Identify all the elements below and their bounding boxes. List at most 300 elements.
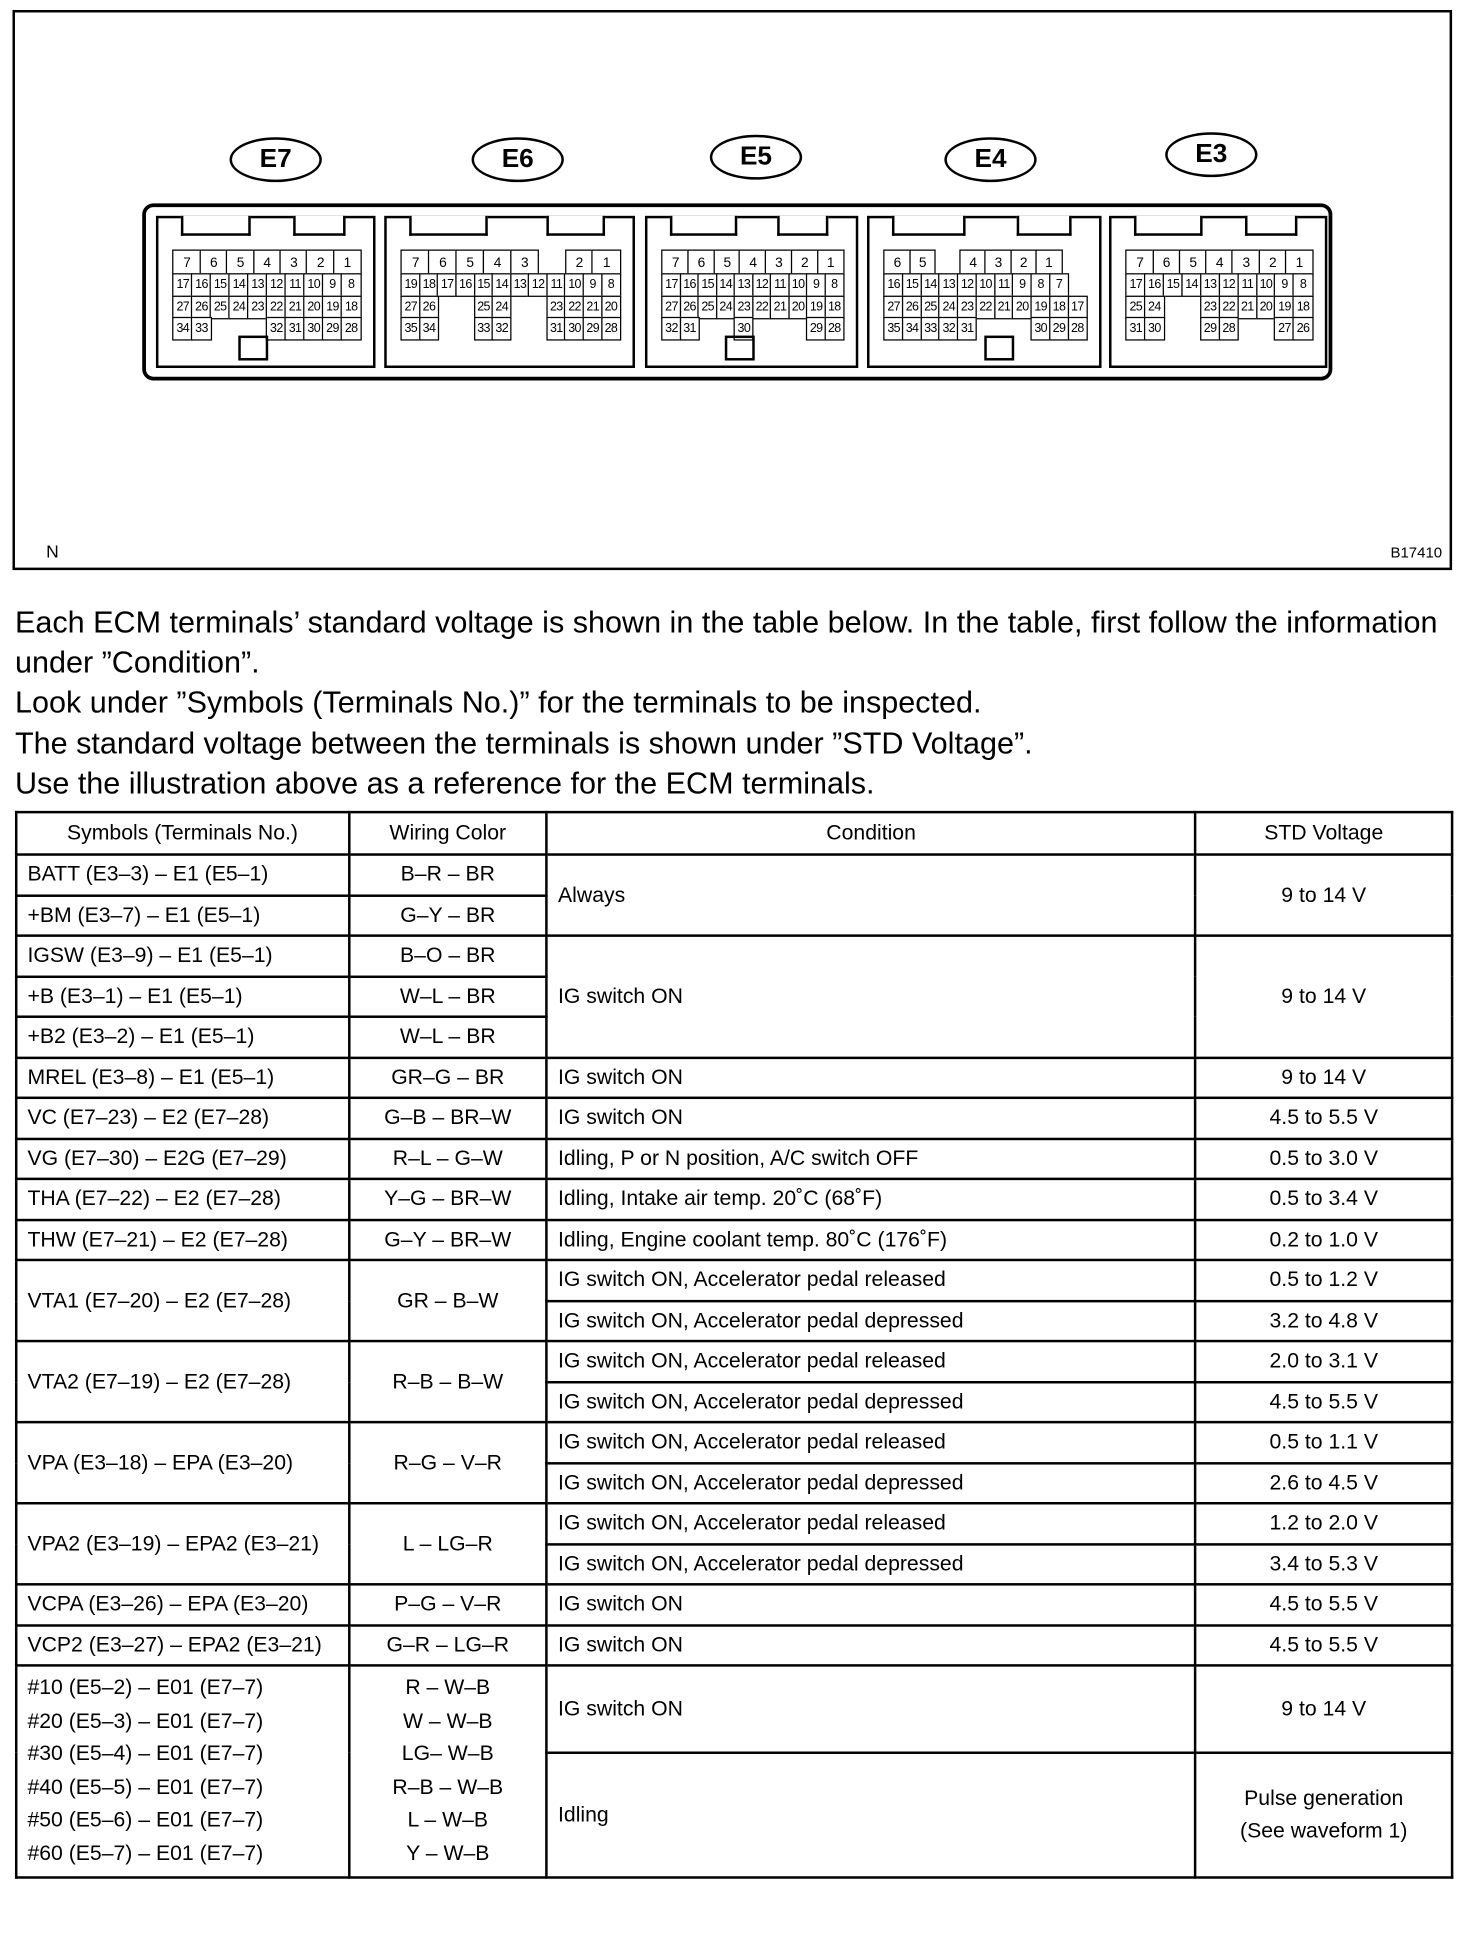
symbols-cell: VTA2 (E7–19) – E2 (E7–28): [16, 1341, 349, 1422]
terminal-pin: 12: [957, 274, 977, 298]
terminal-pin: 26: [680, 295, 700, 319]
symbol-line: #10 (E5–2) – E01 (E7–7): [27, 1675, 264, 1700]
std-voltage-cell: 9 to 14 V: [1195, 936, 1452, 1058]
terminal-pin: 28: [1218, 317, 1238, 341]
terminal-pin: 19: [1274, 295, 1294, 319]
pin-gap: [1067, 274, 1087, 298]
std-voltage-cell: 3.2 to 4.8 V: [1195, 1301, 1452, 1342]
terminal-pin: 8: [1293, 274, 1313, 298]
terminal-pin: 9: [1274, 274, 1294, 298]
terminal-pin: 3: [510, 250, 539, 276]
std-voltage-cell: 0.5 to 1.2 V: [1195, 1260, 1452, 1301]
terminal-pin: 5: [909, 250, 936, 276]
terminal-pin: 26: [191, 295, 212, 319]
terminal-pin: 12: [266, 274, 287, 298]
pin-gap: [752, 317, 772, 341]
terminal-pin: 15: [210, 274, 231, 298]
wiring-color-cell: R–L – G–W: [349, 1138, 547, 1179]
pin-gap: [537, 250, 566, 276]
terminal-pin: 14: [920, 274, 940, 298]
terminal-pin: 35: [401, 317, 421, 341]
terminal-pin: 24: [1144, 295, 1164, 319]
wiring-color-cell: Y–G – BR–W: [349, 1179, 547, 1220]
table-row: [16, 855, 1452, 896]
terminal-pin: 20: [1012, 295, 1032, 319]
symbols-cell: VG (E7–30) – E2G (E7–29): [16, 1138, 349, 1179]
pin-gap: [770, 317, 790, 341]
condition-cell: Idling, Intake air temp. 20˚C (68˚F): [547, 1179, 1196, 1220]
voltage-table: [15, 811, 1453, 1878]
pin-row: [884, 251, 1086, 275]
terminal-pin: 31: [957, 317, 977, 341]
pin-row: [402, 251, 620, 275]
terminal-pin: 22: [1218, 295, 1238, 319]
pin-gap: [210, 317, 231, 341]
voltage-note: (See waveform 1): [1240, 1818, 1408, 1842]
terminal-pin: 7: [401, 250, 430, 276]
symbols-cell: VPA (E3–18) – EPA (E3–20): [16, 1422, 349, 1503]
wiring-color-cell: [349, 1665, 547, 1877]
connector-e6: [384, 216, 635, 368]
symbol-line: #40 (E5–5) – E01 (E7–7): [27, 1774, 264, 1799]
terminal-pin: 32: [939, 317, 959, 341]
terminal-pin: 2: [1010, 250, 1037, 276]
symbols-cell: VC (E7–23) – E2 (E7–28): [16, 1098, 349, 1139]
std-voltage-cell: 3.4 to 5.3 V: [1195, 1544, 1452, 1585]
terminal-pin: 25: [210, 295, 231, 319]
terminal-pin: 29: [322, 317, 343, 341]
wiring-color-cell: B–R – BR: [349, 855, 547, 896]
std-voltage-cell: 0.5 to 3.0 V: [1195, 1138, 1452, 1179]
terminal-pin: 13: [939, 274, 959, 298]
symbol-line: #30 (E5–4) – E01 (E7–7): [27, 1741, 264, 1766]
terminal-pin: 23: [734, 295, 754, 319]
terminal-pin: 12: [528, 274, 548, 298]
pin-gap: [1181, 317, 1201, 341]
terminal-pin: 30: [1144, 317, 1164, 341]
terminal-pin: 28: [1067, 317, 1087, 341]
terminal-pin: 1: [817, 250, 845, 276]
intro-line: Look under ”Symbols (Terminals No.)” for the terminals to be inspected.: [14, 686, 982, 721]
pin-gap: [1060, 250, 1087, 276]
pin-gap: [510, 295, 530, 319]
symbols-cell: VPA2 (E3–19) – EPA2 (E3–21): [16, 1503, 349, 1584]
terminal-pin: 13: [1200, 274, 1220, 298]
terminal-pin: 19: [1031, 295, 1051, 319]
connector-latch: [777, 216, 828, 236]
pin-row: [884, 296, 1086, 318]
pin-gap: [934, 250, 961, 276]
connector-label-e3: E3: [1165, 132, 1257, 177]
terminal-pin: 30: [303, 317, 324, 341]
pin-row: [173, 251, 360, 275]
wiring-color-cell: L – LG–R: [349, 1503, 547, 1584]
terminal-pin: 6: [687, 250, 715, 276]
pin-gap: [1163, 317, 1183, 341]
pin-gap: [1012, 317, 1032, 341]
std-voltage-cell: 2.6 to 4.5 V: [1195, 1463, 1452, 1504]
terminal-pin: 27: [1274, 317, 1294, 341]
pin-gap: [455, 317, 475, 341]
terminal-pin: 31: [1126, 317, 1146, 341]
connector-e5: [645, 216, 858, 368]
terminal-pin: 15: [474, 274, 494, 298]
std-voltage-cell: 4.5 to 5.5 V: [1195, 1382, 1452, 1423]
table-row: [16, 1057, 1452, 1098]
pin-row: [402, 296, 620, 318]
terminal-pin: 7: [172, 250, 201, 276]
intro-line: Use the illustration above as a reference for the ECM terminals.: [14, 766, 875, 801]
terminal-pin: 2: [791, 250, 819, 276]
terminal-pin: 24: [492, 295, 512, 319]
terminal-pin: 29: [1049, 317, 1069, 341]
terminal-pin: 6: [199, 250, 228, 276]
terminal-pin: 9: [1012, 274, 1032, 298]
terminal-pin: 33: [474, 317, 494, 341]
symbols-cell: BATT (E3–3) – E1 (E5–1): [16, 855, 349, 896]
terminal-pin: 16: [455, 274, 475, 298]
terminal-pin: 9: [806, 274, 826, 298]
terminal-pin: 19: [401, 274, 421, 298]
terminal-pin: 25: [474, 295, 494, 319]
std-voltage-cell: [1195, 1665, 1452, 1752]
symbol-line: #60 (E5–7) – E01 (E7–7): [27, 1841, 264, 1865]
wiring-color-cell: G–Y – BR: [349, 895, 547, 936]
wiring-line: LG– W–B: [401, 1741, 494, 1766]
terminal-pin: 11: [1237, 274, 1257, 298]
condition-cell: IG switch ON, Accelerator pedal depressed: [547, 1544, 1196, 1585]
terminal-pin: 32: [266, 317, 287, 341]
intro-text: [15, 604, 1462, 805]
std-voltage-cell: [1195, 1752, 1452, 1877]
table-row: [16, 1098, 1452, 1139]
pin-gap: [698, 317, 718, 341]
condition-cell: Idling: [547, 1752, 1196, 1877]
condition-cell: Always: [547, 855, 1196, 936]
pin-row: [884, 274, 1086, 296]
terminal-pin: 11: [994, 274, 1014, 298]
table-row: [16, 936, 1452, 977]
std-voltage-cell: 4.5 to 5.5 V: [1195, 1625, 1452, 1666]
terminal-pin: 25: [920, 295, 940, 319]
terminal-pin: 2: [306, 250, 335, 276]
std-voltage-cell: 2.0 to 3.1 V: [1195, 1341, 1452, 1382]
terminal-pin: 33: [920, 317, 940, 341]
connector-latch: [181, 216, 251, 236]
terminal-pin: 28: [341, 317, 362, 341]
intro-line: Each ECM terminals’ standard voltage is shown in the table below. In the table, first follow the information: [14, 606, 1438, 640]
terminal-pin: 10: [788, 274, 808, 298]
symbols-cell: VCP2 (E3–27) – EPA2 (E3–21): [16, 1625, 349, 1666]
terminal-pin: 5: [1179, 250, 1207, 276]
wiring-line: W – W–B: [402, 1708, 493, 1733]
intro-line: The standard voltage between the terminals is shown under ”STD Voltage”.: [14, 726, 1033, 761]
terminal-pin: 18: [1049, 295, 1069, 319]
wiring-color-cell: G–R – LG–R: [349, 1625, 547, 1666]
symbols-cell: MREL (E3–8) – E1 (E5–1): [16, 1057, 349, 1098]
condition-cell: IG switch ON: [547, 936, 1196, 1058]
pin-row: [173, 274, 360, 296]
connector-label-e6: E6: [472, 137, 564, 182]
terminal-pin: 30: [1031, 317, 1051, 341]
condition-cell: IG switch ON: [547, 1665, 1196, 1752]
terminal-pin: 27: [401, 295, 421, 319]
connector-latch: [1134, 216, 1203, 236]
wiring-line: Y – W–B: [406, 1841, 490, 1865]
terminal-pin: 12: [1218, 274, 1238, 298]
table-row: [16, 1138, 1452, 1179]
terminal-pin: 23: [957, 295, 977, 319]
terminal-pin: 7: [1126, 250, 1154, 276]
corner-label: N: [46, 541, 59, 562]
connector-label-e5: E5: [710, 135, 802, 180]
connector-e4: [867, 216, 1102, 368]
pin-row: [402, 274, 620, 296]
terminal-pin: 13: [247, 274, 268, 298]
table-header: [16, 812, 1452, 854]
terminal-pin: 14: [716, 274, 736, 298]
pin-gap: [788, 317, 808, 341]
connector-latch: [1017, 216, 1072, 236]
condition-cell: IG switch ON: [547, 1625, 1196, 1666]
table-row: [16, 1422, 1452, 1463]
terminal-pin: 1: [333, 250, 362, 276]
pin-gap: [1256, 317, 1276, 341]
condition-cell: IG switch ON: [547, 1098, 1196, 1139]
terminal-pin: 1: [1035, 250, 1062, 276]
terminal-pin: 21: [994, 295, 1014, 319]
pin-gap: [437, 295, 457, 319]
terminal-pin: 34: [902, 317, 922, 341]
wiring-color-cell: P–G – V–R: [349, 1584, 547, 1625]
terminal-pin: 22: [266, 295, 287, 319]
wiring-color-cell: G–Y – BR–W: [349, 1219, 547, 1260]
std-voltage-cell: 1.2 to 2.0 V: [1195, 1503, 1452, 1544]
terminal-pin: 10: [975, 274, 995, 298]
terminal-pin: 18: [341, 295, 362, 319]
terminal-pin: 5: [455, 250, 484, 276]
terminal-pin: 3: [985, 250, 1012, 276]
terminal-pin: 32: [492, 317, 512, 341]
wiring-color-cell: W–L – BR: [349, 1017, 547, 1058]
terminal-pin: 22: [752, 295, 772, 319]
terminal-pin: 5: [226, 250, 255, 276]
voltage-line: 9 to 14 V: [1281, 1696, 1367, 1720]
wiring-color-cell: R–G – V–R: [349, 1422, 547, 1503]
terminal-pin: 7: [1049, 274, 1069, 298]
connector-latch: [409, 216, 488, 236]
pin-gap: [1237, 317, 1257, 341]
figure-code: B17410: [1390, 543, 1443, 562]
terminal-pin: 6: [428, 250, 457, 276]
table-row: [16, 1219, 1452, 1260]
connector-latch: [670, 216, 737, 236]
pin-gap: [1181, 295, 1201, 319]
terminal-pin: 8: [1031, 274, 1051, 298]
pin-gap: [437, 317, 457, 341]
std-voltage-cell: 4.5 to 5.5 V: [1195, 1584, 1452, 1625]
header-wiring: Wiring Color: [349, 812, 547, 854]
connector-e3: [1109, 216, 1327, 368]
terminal-pin: 22: [564, 295, 584, 319]
terminal-pin: 10: [303, 274, 324, 298]
condition-cell: IG switch ON, Accelerator pedal released: [547, 1422, 1196, 1463]
terminal-pin: 9: [583, 274, 603, 298]
terminal-pin: 20: [303, 295, 324, 319]
header-condition: Condition: [547, 812, 1196, 854]
terminal-pin: 27: [661, 295, 681, 319]
condition-cell: IG switch ON, Accelerator pedal depressed: [547, 1463, 1196, 1504]
pin-row: [1126, 274, 1312, 296]
connector-latch: [546, 216, 605, 236]
wiring-color-cell: GR–G – BR: [349, 1057, 547, 1098]
std-voltage-cell: 0.2 to 1.0 V: [1195, 1219, 1452, 1260]
table-row: [16, 1179, 1452, 1220]
symbols-cell: THA (E7–22) – E2 (E7–28): [16, 1179, 349, 1220]
terminal-pin: 14: [229, 274, 250, 298]
std-voltage-cell: 0.5 to 3.4 V: [1195, 1179, 1452, 1220]
terminal-pin: 1: [1285, 250, 1313, 276]
terminal-pin: 25: [698, 295, 718, 319]
terminal-pin: 10: [1256, 274, 1276, 298]
condition-cell: IG switch ON, Accelerator pedal depressed: [547, 1301, 1196, 1342]
terminal-pin: 20: [788, 295, 808, 319]
table-row: [16, 1503, 1452, 1544]
connector-key: [725, 336, 755, 361]
wiring-color-cell: B–O – BR: [349, 936, 547, 977]
wiring-line: R – W–B: [405, 1675, 491, 1700]
table-row: [16, 1625, 1452, 1666]
terminal-pin: 3: [765, 250, 793, 276]
terminal-pin: 23: [1200, 295, 1220, 319]
wiring-line: R–B – W–B: [392, 1774, 504, 1799]
table-row: [16, 1584, 1452, 1625]
terminal-pin: 30: [564, 317, 584, 341]
terminal-pin: 24: [716, 295, 736, 319]
terminal-pin: 20: [1256, 295, 1276, 319]
terminal-pin: 15: [902, 274, 922, 298]
symbol-line: #50 (E5–6) – E01 (E7–7): [27, 1808, 264, 1832]
terminal-pin: 11: [546, 274, 566, 298]
terminal-pin: 23: [546, 295, 566, 319]
pin-gap: [1163, 295, 1183, 319]
intro-line: under ”Condition”.: [14, 646, 260, 681]
terminal-pin: 17: [437, 274, 457, 298]
terminal-pin: 3: [279, 250, 308, 276]
terminal-pin: 35: [884, 317, 904, 341]
terminal-pin: 17: [1126, 274, 1146, 298]
terminal-pin: 26: [1293, 317, 1313, 341]
terminal-pin: 4: [959, 250, 986, 276]
terminal-pin: 2: [564, 250, 593, 276]
wiring-color-cell: R–B – B–W: [349, 1341, 547, 1422]
terminal-pin: 2: [1258, 250, 1286, 276]
terminal-pin: 6: [1152, 250, 1180, 276]
table-row: [16, 1260, 1452, 1301]
terminal-pin: 30: [734, 317, 754, 341]
condition-cell: IG switch ON: [547, 1057, 1196, 1098]
terminal-pin: 28: [824, 317, 844, 341]
table-row: [16, 1665, 1452, 1752]
table-row: [16, 1341, 1452, 1382]
std-voltage-cell: 9 to 14 V: [1195, 1057, 1452, 1098]
terminal-pin: 32: [661, 317, 681, 341]
terminal-pin: 11: [770, 274, 790, 298]
header-voltage: STD Voltage: [1195, 812, 1452, 854]
terminal-pin: 13: [510, 274, 530, 298]
pin-row: [402, 318, 620, 340]
terminal-pin: 31: [546, 317, 566, 341]
pin-gap: [455, 295, 475, 319]
symbols-cell: VTA1 (E7–20) – E2 (E7–28): [16, 1260, 349, 1341]
terminal-pin: 34: [419, 317, 439, 341]
wiring-color-cell: GR – B–W: [349, 1260, 547, 1341]
pin-row: [1126, 318, 1312, 340]
symbol-line: #20 (E5–3) – E01 (E7–7): [27, 1708, 264, 1733]
terminal-pin: 15: [1163, 274, 1183, 298]
condition-cell: IG switch ON, Accelerator pedal released: [547, 1503, 1196, 1544]
terminal-pin: 8: [601, 274, 621, 298]
terminal-pin: 19: [322, 295, 343, 319]
terminal-pin: 1: [592, 250, 621, 276]
connector-latch: [293, 216, 345, 236]
pin-gap: [528, 317, 548, 341]
pin-gap: [528, 295, 548, 319]
terminal-pin: 21: [770, 295, 790, 319]
connector-key: [984, 336, 1014, 361]
terminal-pin: 21: [285, 295, 306, 319]
symbols-cell: +BM (E3–7) – E1 (E5–1): [16, 895, 349, 936]
terminal-pin: 24: [229, 295, 250, 319]
condition-cell: IG switch ON, Accelerator pedal depressed: [547, 1382, 1196, 1423]
terminal-pin: 5: [713, 250, 741, 276]
terminal-pin: 6: [884, 250, 911, 276]
terminal-pin: 17: [661, 274, 681, 298]
terminal-pin: 21: [1237, 295, 1257, 319]
terminal-pin: 18: [824, 295, 844, 319]
std-voltage-cell: 9 to 14 V: [1195, 855, 1452, 936]
terminal-pin: 14: [492, 274, 512, 298]
terminal-pin: 16: [680, 274, 700, 298]
terminal-pin: 22: [975, 295, 995, 319]
condition-cell: IG switch ON, Accelerator pedal released: [547, 1341, 1196, 1382]
terminal-pin: 27: [884, 295, 904, 319]
terminal-pin: 24: [939, 295, 959, 319]
terminal-pin: 19: [806, 295, 826, 319]
terminal-pin: 14: [1181, 274, 1201, 298]
connector-key: [238, 336, 268, 361]
pin-gap: [510, 317, 530, 341]
terminal-pin: 9: [322, 274, 343, 298]
symbols-cell: IGSW (E3–9) – E1 (E5–1): [16, 936, 349, 977]
terminal-pin: 17: [1067, 295, 1087, 319]
terminal-pin: 29: [583, 317, 603, 341]
terminal-pin: 28: [601, 317, 621, 341]
pin-row: [662, 251, 843, 275]
voltage-line: Pulse generation: [1244, 1785, 1404, 1810]
terminal-pin: 16: [191, 274, 212, 298]
symbols-cell: +B2 (E3–2) – E1 (E5–1): [16, 1017, 349, 1058]
terminal-pin: 34: [172, 317, 193, 341]
pin-row: [1126, 251, 1312, 275]
terminal-pin: 29: [806, 317, 826, 341]
terminal-pin: 8: [341, 274, 362, 298]
std-voltage-cell: 4.5 to 5.5 V: [1195, 1098, 1452, 1139]
header-symbols: Symbols (Terminals No.): [16, 812, 349, 854]
terminal-pin: 25: [1126, 295, 1146, 319]
terminal-pin: 15: [698, 274, 718, 298]
wiring-color-cell: W–L – BR: [349, 976, 547, 1017]
